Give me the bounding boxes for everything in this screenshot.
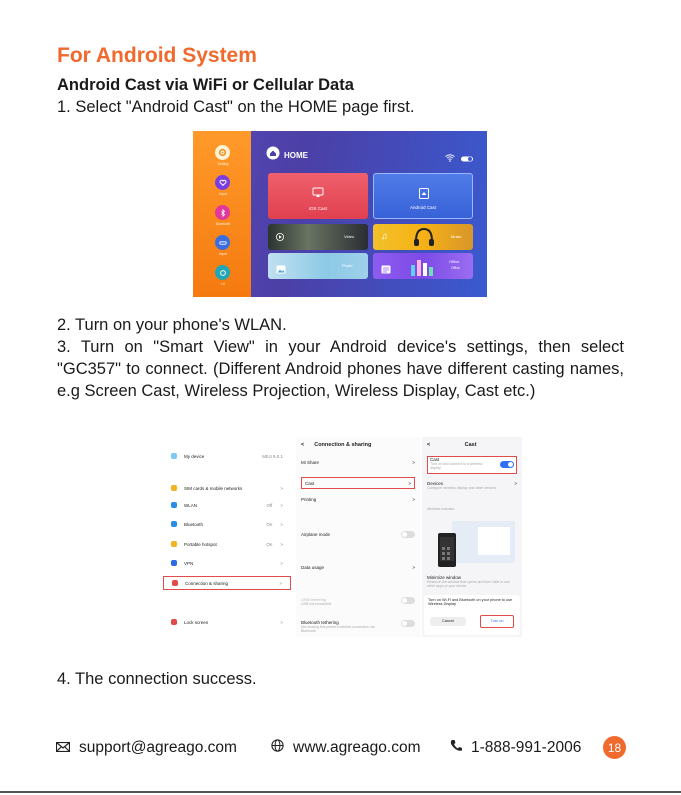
globe-icon xyxy=(271,739,284,757)
bt-tethering-sub: Not sharing this phone's internet connection via Bluetooth xyxy=(301,625,375,633)
home-icon xyxy=(266,146,280,165)
devices-sub: Configure wireless display and other devices xyxy=(427,486,497,490)
home-screen-image xyxy=(193,131,487,297)
settings-row-share[interactable] xyxy=(163,576,291,590)
play-icon xyxy=(276,233,284,242)
airplane-toggle[interactable] xyxy=(401,531,415,538)
chevron-right-icon: > xyxy=(280,485,283,491)
bluetooth-icon xyxy=(171,521,177,527)
footer-phone-text: 1-888-991-2006 xyxy=(471,739,582,756)
office-tile[interactable] xyxy=(373,253,473,279)
connection-header xyxy=(301,442,415,448)
chevron-right-icon: > xyxy=(412,460,415,465)
step-2: 2. Turn on your phone's WLAN. xyxy=(57,316,287,334)
wireless-indicator-label: Wireless indicator xyxy=(427,507,455,511)
wifi-icon xyxy=(171,502,177,508)
cast-title: Cast xyxy=(464,442,477,448)
step-1: 1. Select "Android Cast" on the HOME page first. xyxy=(57,98,415,116)
lock-icon xyxy=(171,619,177,625)
wifi-icon xyxy=(445,149,455,167)
cast-toggle-row[interactable] xyxy=(427,456,517,474)
cast-header xyxy=(427,442,517,448)
input-icon xyxy=(215,175,230,190)
sidebar-caption-2: Input xyxy=(219,192,227,196)
back-icon[interactable]: < xyxy=(301,442,305,448)
footer-phone[interactable] xyxy=(450,739,581,757)
chevron-right-icon: > xyxy=(408,480,411,486)
android-cast-tile[interactable] xyxy=(373,173,473,219)
chart-graphic-icon xyxy=(409,257,437,279)
chevron-right-icon: > xyxy=(514,481,517,486)
my-device-label: My device xyxy=(184,453,205,459)
cast-screenshot xyxy=(422,437,522,637)
ui-icon xyxy=(215,265,230,280)
settings-icon xyxy=(215,145,230,160)
video-tile[interactable] xyxy=(268,224,368,250)
settings-row-sim[interactable] xyxy=(163,481,291,495)
mi-share-label: Mi Share xyxy=(301,460,320,465)
my-device-row[interactable] xyxy=(163,449,291,463)
minimize-row[interactable] xyxy=(427,575,517,588)
settings-row-label: Portable hotspot xyxy=(184,541,217,547)
settings-row-wifi[interactable] xyxy=(163,498,291,512)
bottom-divider xyxy=(0,791,681,793)
lock-screen-label: Lock screen xyxy=(184,619,209,625)
wifi-dialog xyxy=(424,595,520,635)
share-icon xyxy=(172,580,178,586)
ios-cast-label: iOS Cast xyxy=(308,206,327,211)
sidebar-caption-4: Input xyxy=(219,252,227,256)
usb-tethering-row[interactable] xyxy=(301,597,415,606)
step-3: 3. Turn on "Smart View" in your Android device's settings, then select "GC357" to connect. (Different Android phones have different casting names, e.g Screen Cast, Wireless Projection, Wireless Display, Cast etc.) xyxy=(57,338,624,400)
dialog-text: Turn on Wi-Fi and Bluetooth on your phone to use Wireless Display xyxy=(428,598,513,606)
vpn-icon xyxy=(171,560,177,566)
hdmi-icon xyxy=(215,235,230,250)
connection-title: Connection & sharing xyxy=(314,442,372,448)
bt-tethering-label: Bluetooth tethering xyxy=(301,620,339,625)
footer-website[interactable] xyxy=(271,739,421,757)
footer-website-text: www.agreago.com xyxy=(293,739,421,756)
cast-illustration xyxy=(432,519,517,571)
hotspot-icon xyxy=(171,541,177,547)
page-number: 18 xyxy=(603,736,626,759)
bt-tethering-row[interactable] xyxy=(301,620,415,633)
chevron-right-icon: > xyxy=(279,580,282,586)
data-usage-row[interactable] xyxy=(301,565,415,570)
settings-row-bluetooth[interactable] xyxy=(163,517,291,531)
status-bar xyxy=(445,149,473,167)
devices-label: Devices xyxy=(427,481,444,486)
lock-screen-row[interactable] xyxy=(163,615,291,629)
photo-tile[interactable] xyxy=(268,253,368,279)
settings-row-label: Bluetooth xyxy=(184,521,204,527)
cast-row-sub: Turn on and connect to a wireless display xyxy=(430,462,483,470)
settings-row-label: Connection & sharing xyxy=(185,580,229,586)
settings-row-label: WLAN xyxy=(184,502,198,508)
photo-label: Photo xyxy=(342,263,353,268)
photo-icon xyxy=(276,261,286,279)
chevron-right-icon: > xyxy=(280,502,283,508)
chevron-right-icon: > xyxy=(280,521,283,527)
cast-icon xyxy=(312,185,324,203)
cast-row[interactable] xyxy=(301,477,415,489)
chevron-right-icon: > xyxy=(412,497,415,502)
footer-email[interactable] xyxy=(56,739,237,757)
mi-share-row[interactable] xyxy=(301,460,415,465)
minimize-sub: Minimize the window that opens and then slide to use other apps or your device xyxy=(427,580,510,588)
chevron-right-icon: > xyxy=(280,619,283,625)
phone-icon xyxy=(171,453,177,459)
airplane-label: Airplane mode xyxy=(301,532,331,537)
settings-row-value: On xyxy=(266,541,273,547)
android-cast-icon xyxy=(418,186,430,204)
phone-icon xyxy=(450,739,462,757)
sim-icon xyxy=(171,485,177,491)
office-label: Office xyxy=(449,259,460,264)
settings-row-label: SIM cards & mobile networks xyxy=(184,485,243,491)
my-device-value: MIUI 9.0.1 xyxy=(262,453,283,459)
subtitle: Android Cast via WiFi or Cellular Data xyxy=(57,76,354,94)
music-tile[interactable] xyxy=(373,224,473,250)
footer xyxy=(56,736,626,762)
cancel-button[interactable]: Cancel xyxy=(430,617,466,626)
chevron-right-icon: > xyxy=(280,560,283,566)
chevron-right-icon: > xyxy=(280,541,283,547)
printing-row[interactable] xyxy=(301,497,415,502)
sidebar-caption-3: Bluetooth xyxy=(215,222,231,226)
video-label: Video xyxy=(344,234,355,239)
bluetooth-icon xyxy=(215,205,230,220)
step-4: 4. The connection success. xyxy=(57,670,257,688)
minimize-label: Minimize window xyxy=(427,575,462,580)
home-sidebar xyxy=(193,131,251,297)
sidebar-caption-1: Setting xyxy=(217,162,229,166)
data-usage-label: Data usage xyxy=(301,565,325,570)
home-header xyxy=(266,146,308,165)
music-label: Music xyxy=(451,234,462,239)
cast-label: Cast xyxy=(305,480,315,486)
settings-row-value: Off xyxy=(266,502,273,508)
bt-toggle[interactable] xyxy=(401,620,415,627)
settings-row-hotspot[interactable] xyxy=(163,537,291,551)
headphones-icon xyxy=(413,227,435,250)
chevron-right-icon: > xyxy=(412,565,415,570)
mail-icon xyxy=(56,739,70,757)
toggle-icon xyxy=(461,149,473,167)
cast-row-label: Cast xyxy=(430,457,440,462)
usb-toggle[interactable] xyxy=(401,597,415,604)
sidebar-caption-5: UI xyxy=(221,282,225,286)
cast-toggle[interactable] xyxy=(500,461,514,468)
android-cast-label: Android Cast xyxy=(409,205,436,210)
settings-row-label: VPN xyxy=(184,560,194,566)
ios-cast-tile[interactable] xyxy=(268,173,368,219)
settings-screenshot xyxy=(163,437,291,637)
office-icon xyxy=(381,261,391,279)
office-sub-label: Office xyxy=(451,266,460,270)
turn-on-button[interactable]: Turn on xyxy=(480,615,514,628)
connection-screenshot xyxy=(296,437,420,637)
printing-label: Printing xyxy=(301,497,317,502)
music-icon: ♫ xyxy=(381,231,388,241)
usb-tethering-sub: USB not connected xyxy=(301,602,332,606)
airplane-row[interactable] xyxy=(301,531,415,538)
footer-email-text: support@agreago.com xyxy=(79,739,237,756)
settings-row-vpn[interactable] xyxy=(163,556,291,570)
section-title: For Android System xyxy=(57,44,257,67)
home-title: HOME xyxy=(284,151,308,160)
back-icon[interactable]: < xyxy=(427,442,431,448)
devices-row[interactable] xyxy=(427,481,517,490)
usb-tethering-label: USB tethering xyxy=(301,597,326,602)
settings-row-value: On xyxy=(266,521,273,527)
